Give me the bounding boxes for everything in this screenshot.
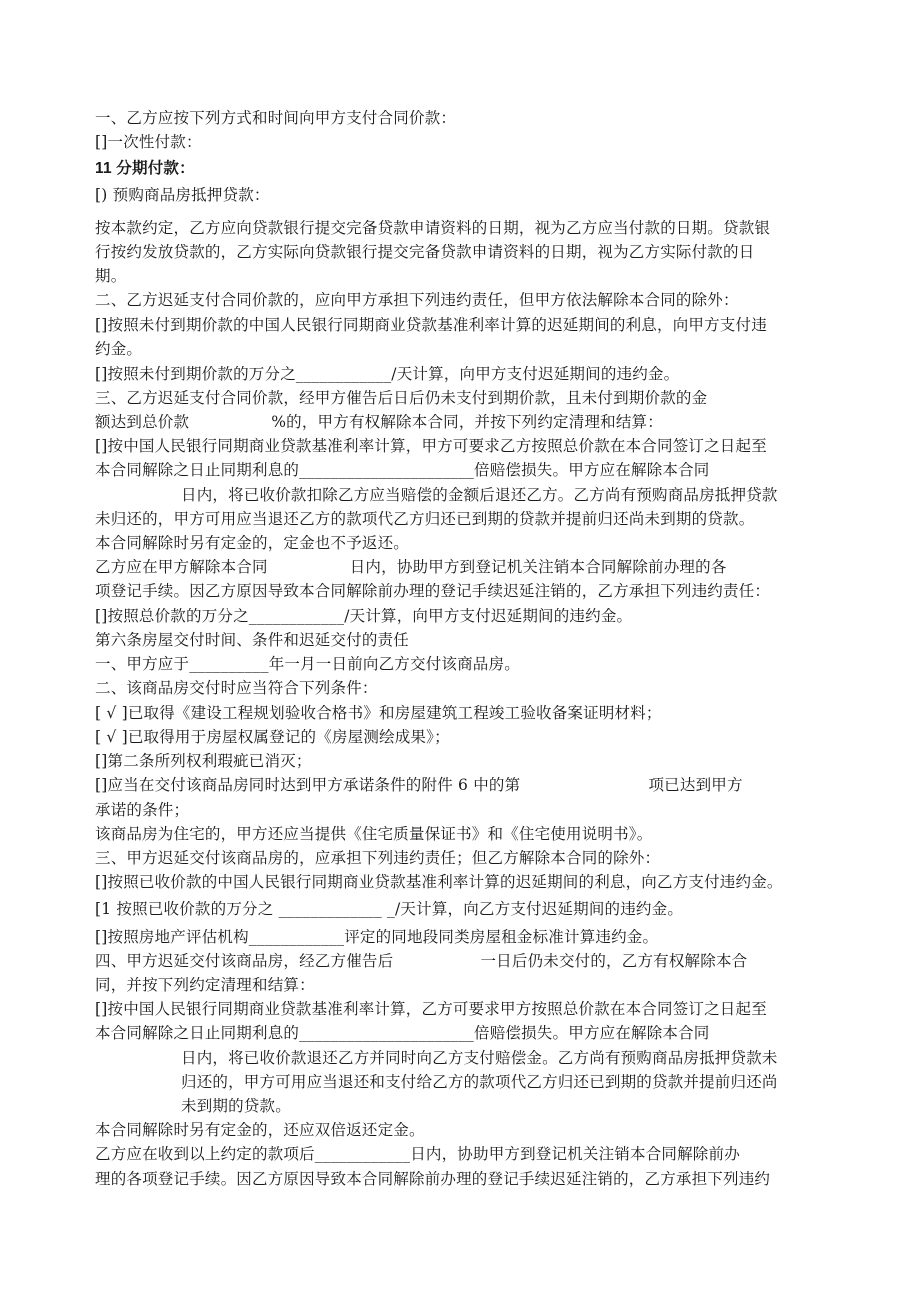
text-line: 乙方应在甲方解除本合同 日内，协助甲方到登记机关注销本合同解除前办理的各: [95, 558, 727, 576]
text-line: [ √ ]已取得《建设工程规划验收合格书》和房屋建筑工程竣工验收备案证明材料；: [95, 704, 662, 722]
text-line: []按中国人民银行同期商业贷款基准利率计算，乙方可要求甲方按照总价款在本合同签订之日起至: [95, 1000, 767, 1018]
text-line: 行按约发放贷款的，乙方实际向贷款银行提交完备贷款申请资料的日期，视为乙方实际付款的日: [95, 243, 755, 261]
text-line: 乙方应在收到以上约定的款项后____________日内，协助甲方到登记机关注销本合同解除前办: [95, 1145, 740, 1163]
text-line: 三、乙方迟延支付合同价款，经甲方催告后日后仍未支付到期价款，且未付到期价款的金: [95, 389, 708, 407]
text-line: 日内，将已收价款扣除乙方应当赔偿的金额后退还乙方。乙方尚有预购商品房抵押贷款: [181, 486, 778, 504]
text-line: []按中国人民银行同期商业贷款基准利率计算，甲方可要求乙方按照总价款在本合同签订之日起至: [95, 437, 767, 455]
text-line: 项登记手续。因乙方原因导致本合同解除前办理的登记手续迟延注销的，乙方承担下列违约责任：: [95, 582, 771, 600]
text-line: 同，并按下列约定清理和结算：: [95, 976, 315, 994]
text-line: []应当在交付该商品房同时达到甲方承诺条件的附件 6 中的第 项已达到甲方: [95, 776, 743, 794]
text-line: 本合同解除时另有定金的，还应双倍返还定金。: [95, 1121, 425, 1139]
text-line: 本合同解除之日止同期利息的______________________倍赔偿损失。甲方应在解除本合同: [95, 461, 710, 479]
text-line: 额达到总价款 %的，甲方有权解除本合同，并按下列约定清理和结算：: [95, 413, 663, 431]
text-line: 本合同解除之日止同期利息的______________________倍赔偿损失。甲方应在解除本合同: [95, 1024, 710, 1042]
text-line: 归还的，甲方可用应当退还和支付给乙方的款项代乙方归还已到期的贷款并提前归还尚: [181, 1073, 778, 1091]
text-line: 本合同解除时另有定金的，定金也不予返还。: [95, 534, 410, 552]
text-line: 理的各项登记手续。因乙方原因导致本合同解除前办理的登记手续迟延注销的，乙方承担下列违约: [95, 1170, 771, 1188]
text-line: 二、乙方迟延支付合同价款的，应向甲方承担下列违约责任，但甲方依法解除本合同的除外：: [95, 291, 739, 309]
text-line: []第二条所列权利瑕疵已消灭；: [95, 752, 312, 770]
text-line: 第六条房屋交付时间、条件和迟延交付的责任: [95, 631, 410, 649]
text-line: 期。: [95, 267, 127, 285]
text-line: 三、甲方迟延交付该商品房的，应承担下列违约责任；但乙方解除本合同的除外：: [95, 849, 661, 867]
text-line: 一、乙方应按下列方式和时间向甲方支付合同价款：: [95, 109, 457, 127]
text-line: []按照已收价款的中国人民银行同期商业贷款基准利率计算的迟延期间的利息，向乙方支付违约金。: [95, 873, 783, 891]
text-line: []按照房地产评估机构____________评定的同地段同类房屋租金标准计算违约金。: [95, 928, 659, 946]
text-line: 二、该商品房交付时应当符合下列条件：: [95, 679, 378, 697]
text-line: []一次性付款：: [95, 133, 202, 151]
text-line: 未归还的，甲方可用应当退还乙方的款项代乙方归还已到期的贷款并提前归还尚未到期的贷款。: [95, 510, 755, 528]
text-line: []按照未付到期价款的中国人民银行同期商业贷款基准利率计算的迟延期间的利息，向甲方支付违: [95, 316, 767, 334]
text-line: 该商品房为住宅的，甲方还应当提供《住宅质量保证书》和《住宅使用说明书》。: [95, 825, 653, 843]
text-line: []按照总价款的万分之____________/天计算，向甲方支付迟延期间的违约金。: [95, 607, 633, 625]
text-line: [) 预购商品房抵押贷款：: [95, 186, 270, 204]
text-line: 未到期的贷款。: [181, 1097, 291, 1115]
text-line: [1 按照已收价款的万分之 _____________ _/天计算，向乙方支付迟延期间的违约金。: [95, 900, 684, 918]
text-line: 按本款约定，乙方应向贷款银行提交完备贷款申请资料的日期，视为乙方应当付款的日期。贷款银: [95, 219, 771, 237]
text-line: 一、甲方应于__________年一月一日前向乙方交付该商品房。: [95, 655, 520, 673]
text-line: 承诺的条件；: [95, 801, 190, 819]
text-line: [ √ ]已取得用于房屋权属登记的《房屋测绘成果》；: [95, 728, 450, 746]
text-line: 四、甲方迟延交付该商品房，经乙方催告后 一日后仍未交付的，乙方有权解除本合: [95, 952, 748, 970]
text-line: []按照未付到期价款的万分之____________/天计算，向甲方支付迟延期间的违约金。: [95, 365, 680, 383]
text-line: 日内，将已收价款退还乙方并同时向乙方支付赔偿金。乙方尚有预购商品房抵押贷款未: [181, 1049, 778, 1067]
text-line: 11 分期付款：: [95, 160, 195, 177]
text-line: 约金。: [95, 340, 143, 358]
